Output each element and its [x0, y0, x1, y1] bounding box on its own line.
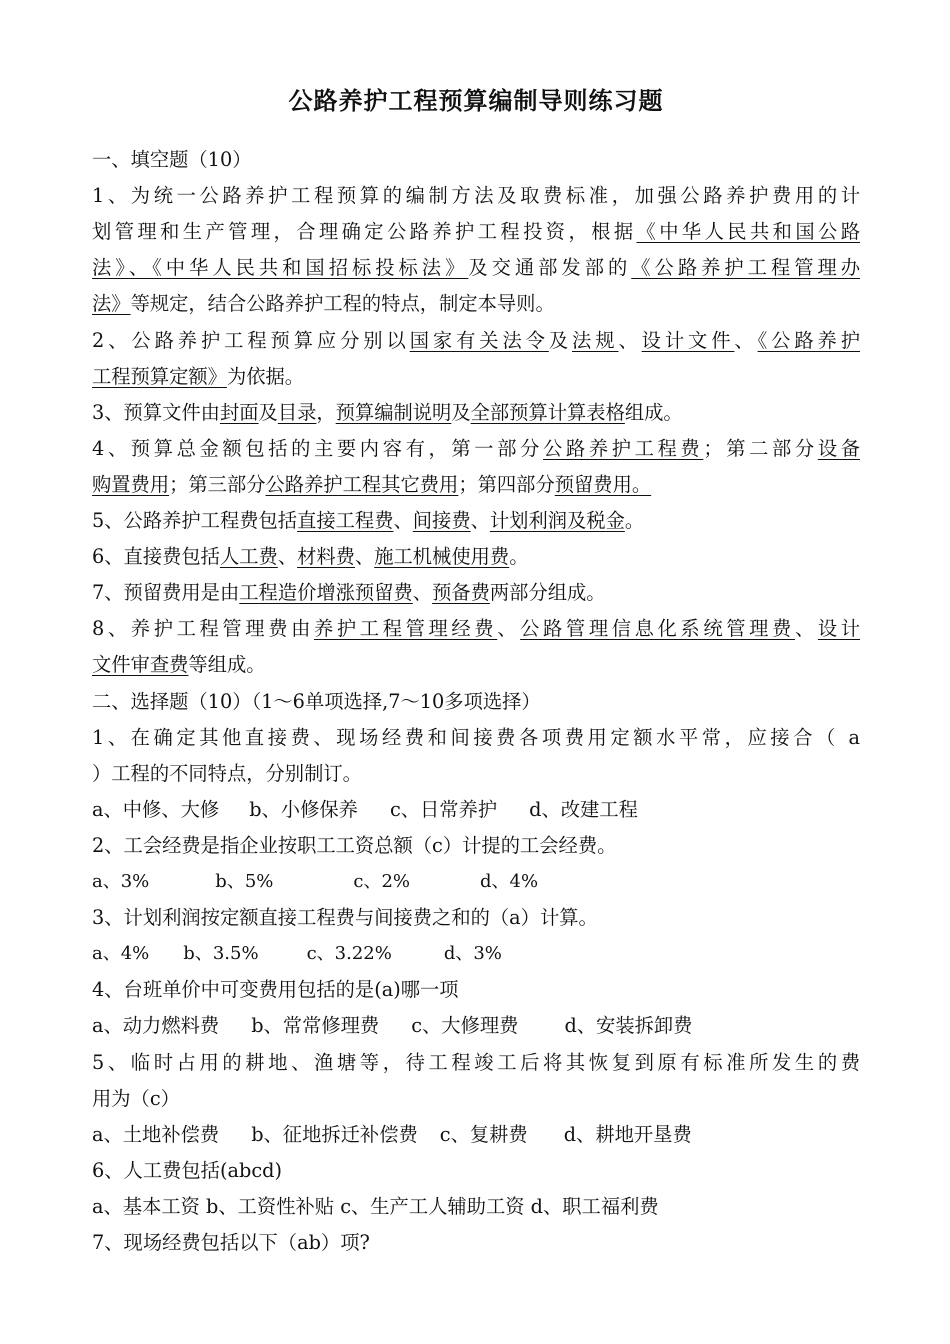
- answer-underlined: 购置费用: [92, 472, 170, 496]
- text-run: 8、养护工程管理费由: [92, 617, 314, 641]
- text-line: [92, 471, 651, 499]
- answer-underlined: 国家有关法令: [409, 328, 549, 352]
- answer-underlined: 计划利润及税金: [489, 509, 625, 532]
- text-run: 、: [277, 545, 298, 569]
- answer-underlined: 设备: [817, 436, 861, 460]
- text-run: 划管理和生产管理，合理确定公路养护工程投资，根据: [92, 220, 637, 244]
- answer-underlined: 养护工程管理经费: [314, 617, 498, 641]
- text-run: a、4%: [92, 943, 150, 965]
- answer-underlined: 全部预算计算表格: [470, 400, 625, 424]
- text-run: a、动力燃料费: [92, 1014, 220, 1038]
- text-run: 等规定，结合公路养护工程的特点，制定本导则。: [130, 292, 555, 316]
- text-run: 5、临时占用的耕地、渔塘等，待工程竣工后将其恢复到原有标准所发生的费: [92, 1050, 860, 1074]
- text-line: [92, 796, 638, 824]
- text-run: 6、直接费包括: [92, 545, 220, 569]
- answer-underlined: 公路管理信息化系统管理费: [520, 617, 795, 641]
- text-line: [92, 146, 252, 174]
- text-run: 、: [794, 617, 818, 641]
- text-line: [92, 399, 683, 427]
- text-run: 、: [354, 545, 375, 569]
- text-run: 2、公路养护工程预算应分别以: [92, 328, 410, 352]
- text-run: b、小修保养: [249, 797, 358, 821]
- answer-underlined: 材料费: [297, 545, 355, 569]
- answer-underlined: 预留费用。: [554, 472, 652, 496]
- text-line: [92, 1193, 659, 1221]
- text-run: c、大修理费: [411, 1014, 519, 1038]
- text-run: 2、工会经费是指企业按职工工资总额（c）计提的工会经费。: [92, 833, 617, 857]
- text-run: c、日常养护: [389, 797, 498, 821]
- text-line: [92, 868, 538, 896]
- text-line: [92, 327, 860, 355]
- text-line: [92, 435, 860, 463]
- text-run: ；第三部分: [169, 472, 266, 496]
- text-line: [92, 976, 459, 1004]
- text-line: [92, 254, 860, 282]
- text-run: 3、预算文件由: [92, 400, 220, 424]
- answer-underlined: 目录: [277, 400, 317, 424]
- text-line: [92, 363, 304, 391]
- text-run: ，: [316, 400, 336, 424]
- answer-underlined: 施工机械使用费: [374, 545, 510, 569]
- text-run: ；第二部分: [703, 436, 818, 460]
- text-line: [92, 940, 502, 968]
- answer-underlined: 《中华人民共和国公路: [636, 220, 861, 244]
- answer-underlined: 公路养护工程费: [543, 436, 704, 460]
- text-run: b、5%: [215, 871, 274, 892]
- text-run: ）工程的不同特点，分别制订。: [92, 761, 362, 785]
- text-run: 、: [470, 509, 490, 532]
- text-line: [92, 290, 555, 318]
- text-run: 等组成。: [188, 653, 266, 677]
- text-run: 4、预算总金额包括的主要内容有，第一部分: [92, 436, 544, 460]
- answer-underlined: 预算编制说明: [335, 400, 452, 424]
- answer-underlined: 公路养护工程其它费用: [265, 472, 459, 496]
- answer-underlined: 设计: [817, 617, 861, 641]
- text-run: 组成。: [624, 400, 683, 424]
- text-line: [92, 543, 528, 571]
- text-run: a、3%: [92, 871, 150, 892]
- answer-underlined: 工程造价增涨预留费: [239, 581, 413, 605]
- text-line: [92, 688, 541, 716]
- text-run: 、: [412, 581, 433, 605]
- text-line: [92, 218, 860, 246]
- text-run: 5、公路养护工程费包括: [92, 509, 298, 532]
- answer-underlined: 法规: [572, 328, 619, 352]
- text-run: c、2%: [353, 871, 411, 892]
- text-run: 、: [618, 328, 642, 352]
- text-run: 7、现场经费包括以下（ab）项?: [92, 1231, 370, 1254]
- answer-underlined: 法》: [92, 292, 131, 316]
- text-line: [92, 724, 860, 752]
- answer-underlined: 预备费: [432, 581, 490, 605]
- text-line: [92, 651, 266, 679]
- text-run: a、土地补偿费: [92, 1122, 220, 1146]
- text-run: 1、为统一公路养护工程预算的编制方法及取费标准，加强公路养护费用的计: [92, 184, 860, 208]
- text-run: 两部分组成。: [489, 581, 606, 605]
- answer-underlined: 工程预算定额》: [92, 364, 227, 388]
- answer-underlined: 间接费: [412, 509, 471, 532]
- text-run: 及: [548, 328, 573, 352]
- text-run: c、复耕费: [439, 1122, 528, 1146]
- text-run: 3、计划利润按定额直接工程费与间接费之和的（a）计算。: [92, 906, 598, 930]
- text-run: 7、预留费用是由: [92, 581, 240, 605]
- answer-underlined: 直接工程费: [297, 509, 394, 532]
- answer-underlined: 封面: [219, 400, 259, 424]
- text-run: b、常常修理费: [251, 1014, 380, 1038]
- text-run: c、3.22%: [306, 943, 392, 965]
- answer-underlined: 《公路养护工程管理办: [631, 256, 861, 280]
- answer-underlined: 设计文件: [641, 328, 735, 352]
- text-run: 1、在确定其他直接费、现场经费和间接费各项费用定额水平常，应接合（ a: [92, 725, 860, 749]
- text-run: d、耕地开垦费: [563, 1122, 692, 1146]
- text-run: 、: [734, 328, 758, 352]
- text-run: b、3.5%: [183, 943, 259, 965]
- text-line: [92, 1012, 692, 1040]
- text-line: [92, 760, 362, 788]
- text-line: [92, 1121, 692, 1149]
- text-run: 为依据。: [226, 364, 305, 388]
- page-title: 公路养护工程预算编制导则练习题: [288, 87, 664, 115]
- text-run: a、中修、大修: [92, 797, 220, 821]
- text-run: b、征地拆迁补偿费: [251, 1122, 418, 1146]
- text-run: 二、选择题（10）（1～6单项选择,7～10多项选择）: [92, 689, 541, 713]
- text-run: 、: [393, 509, 413, 532]
- text-line: [92, 1085, 180, 1113]
- text-run: 用为（c）: [92, 1086, 180, 1110]
- text-run: d、3%: [443, 943, 502, 965]
- answer-underlined: 文件审查费: [92, 653, 189, 677]
- text-line: [92, 832, 616, 860]
- text-run: 。: [509, 545, 529, 569]
- text-line: [92, 182, 860, 210]
- text-run: 及: [451, 400, 471, 424]
- text-run: 6、人工费包括(abcd): [92, 1158, 282, 1182]
- text-line: [92, 615, 860, 643]
- text-run: d、改建工程: [529, 797, 638, 821]
- answer-underlined: 《公路养护: [757, 328, 861, 352]
- text-run: ；第四部分: [458, 472, 555, 496]
- text-run: a、基本工资 b、工资性补贴 c、生产工人辅助工资 d、职工福利费: [92, 1194, 659, 1218]
- answer-underlined: 法》、《中华人民共和国招标投标法》: [92, 256, 469, 280]
- text-run: 及交通部发部的: [468, 256, 632, 280]
- text-run: 4、台班单价中可变费用包括的是(a)哪一项: [92, 978, 459, 1002]
- text-line: [92, 1229, 370, 1257]
- text-run: 。: [624, 509, 645, 532]
- text-run: 及: [258, 400, 278, 424]
- text-line: [92, 904, 598, 932]
- text-run: d、安装拆卸费: [564, 1014, 693, 1038]
- text-run: d、4%: [480, 871, 539, 892]
- text-line: [92, 1049, 860, 1077]
- text-line: [92, 1157, 282, 1185]
- text-line: [92, 507, 644, 535]
- text-run: 、: [497, 617, 521, 641]
- answer-underlined: 人工费: [219, 545, 278, 569]
- text-run: 一、填空题（10）: [92, 148, 252, 171]
- text-line: [92, 579, 606, 607]
